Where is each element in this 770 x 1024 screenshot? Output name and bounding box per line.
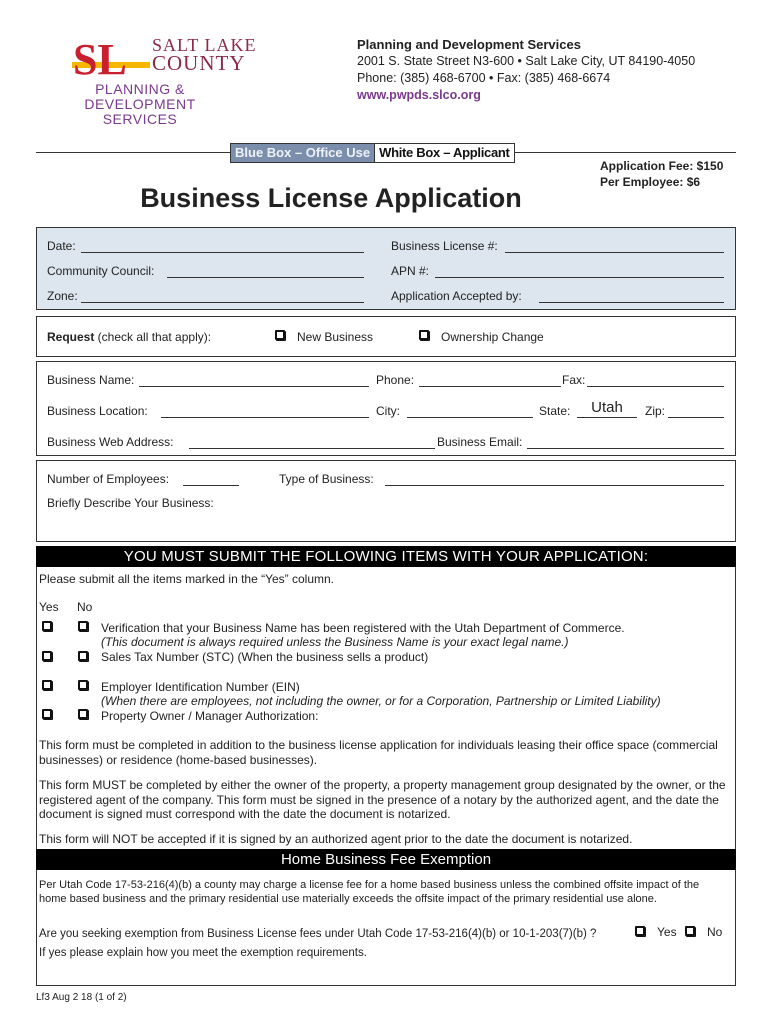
item1-note: (This document is always required unless the Business Name is your exact legal name.) bbox=[101, 635, 569, 649]
business-name-field[interactable] bbox=[139, 373, 369, 387]
accepted-by-label: Application Accepted by: bbox=[391, 289, 522, 303]
item3-text: Employer Identification Number (EIN) bbox=[101, 680, 300, 694]
department-website-link[interactable]: www.pwpds.slco.org bbox=[357, 88, 481, 102]
logo-name-line1: SALT LAKE bbox=[152, 35, 257, 55]
item2-no-checkbox[interactable] bbox=[78, 651, 88, 661]
exemption-yes-checkbox[interactable] bbox=[635, 926, 645, 936]
authorization-para1: This form must be completed in addition to the business license application for individuals leasing their office space (commercial businesses) or residence (home-based businesses). bbox=[39, 738, 718, 767]
business-license-label: Business License #: bbox=[391, 239, 498, 253]
apn-label: APN #: bbox=[391, 264, 430, 278]
zip-field[interactable] bbox=[668, 404, 724, 418]
business-location-field[interactable] bbox=[161, 404, 369, 418]
business-email-field[interactable] bbox=[527, 435, 724, 449]
blue-box-legend: Blue Box – Office Use bbox=[231, 144, 374, 162]
sl-monogram-icon bbox=[72, 34, 150, 82]
item1-text: Verification that your Business Name has been registered with the Utah Department of Commerce. bbox=[101, 621, 625, 635]
authorization-para2: This form MUST be completed by either the owner of the property, a property management group designated by the owner, or the registered agent of the company. This form must be signed in the presence of a notary by the authorized agent, and the date the document is signed must correspond with the date the document is notarized. bbox=[39, 778, 726, 821]
logo-sub-line2: DEVELOPMENT bbox=[84, 96, 196, 112]
request-label bbox=[47, 330, 211, 344]
business-type-field[interactable] bbox=[385, 472, 724, 486]
employees-field[interactable] bbox=[183, 472, 239, 486]
date-label: Date: bbox=[47, 239, 76, 253]
white-box-legend: White Box – Applicant bbox=[374, 144, 513, 162]
web-address-field[interactable] bbox=[189, 435, 435, 449]
sl-initials: SL bbox=[73, 35, 127, 82]
phone-label: Phone: bbox=[376, 373, 415, 387]
web-address-label: Business Web Address: bbox=[47, 435, 174, 449]
item4-no-checkbox[interactable] bbox=[78, 709, 88, 719]
department-contact bbox=[357, 36, 695, 104]
logo-sub-line1: PLANNING & bbox=[95, 81, 185, 97]
business-location-label: Business Location: bbox=[47, 404, 148, 418]
page-title: Business License Application bbox=[140, 183, 522, 213]
ownership-change-checkbox[interactable] bbox=[419, 330, 429, 340]
phone-field[interactable] bbox=[419, 373, 561, 387]
item2-yes-checkbox[interactable] bbox=[42, 651, 52, 661]
county-logo bbox=[72, 34, 272, 129]
employees-box bbox=[36, 460, 736, 542]
zone-label: Zone: bbox=[47, 289, 78, 303]
item4-text: Property Owner / Manager Authorization: bbox=[101, 709, 319, 723]
item1-no-checkbox[interactable] bbox=[78, 621, 88, 631]
describe-field[interactable] bbox=[47, 511, 724, 539]
exemption-no-label: No bbox=[707, 925, 723, 939]
department-name: Planning and Development Services bbox=[357, 37, 581, 52]
item1-yes-checkbox[interactable] bbox=[42, 621, 52, 631]
community-council-label: Community Council: bbox=[47, 264, 155, 278]
no-column-header: No bbox=[77, 600, 93, 614]
request-box bbox=[36, 316, 736, 357]
home-business-header: Home Business Fee Exemption bbox=[36, 849, 736, 870]
department-phone: Phone: (385) 468-6700 • Fax: (385) 468-6674 bbox=[357, 71, 611, 85]
box-legend bbox=[230, 143, 515, 163]
submit-intro: Please submit all the items marked in the “Yes” column. bbox=[39, 572, 335, 586]
business-type-label: Type of Business: bbox=[279, 472, 374, 486]
new-business-label: New Business bbox=[297, 330, 374, 344]
exemption-question: Are you seeking exemption from Business License fees under Utah Code 17-53-216(4)(b) or 10-1-203(7)(b) ? bbox=[39, 928, 597, 940]
logo-name-line2: COUNTY bbox=[152, 51, 246, 75]
ownership-change-label: Ownership Change bbox=[441, 330, 544, 344]
employees-label: Number of Employees: bbox=[47, 472, 170, 486]
zip-label: Zip: bbox=[645, 404, 666, 418]
submit-items-header: YOU MUST SUBMIT THE FOLLOWING ITEMS WITH YOUR APPLICATION: bbox=[36, 546, 736, 567]
state-label: State: bbox=[539, 404, 571, 418]
exemption-no-checkbox[interactable] bbox=[685, 926, 695, 936]
home-business-para: Per Utah Code 17-53-216(4)(b) a county may charge a license fee for a home based business unless the combined offsite impact of the home based business and the primary residential use materially exceeds the offsite impact of the primary residential use alone. bbox=[39, 879, 700, 905]
form-footer: Lf3 Aug 2 18 (1 of 2) bbox=[36, 992, 127, 1003]
home-business-box bbox=[36, 870, 736, 986]
apn-field[interactable] bbox=[435, 264, 724, 278]
state-field[interactable] bbox=[577, 399, 637, 418]
item3-no-checkbox[interactable] bbox=[78, 680, 88, 690]
submit-items-box bbox=[36, 567, 736, 849]
business-license-field[interactable] bbox=[505, 239, 724, 253]
item3-yes-checkbox[interactable] bbox=[42, 680, 52, 690]
city-label: City: bbox=[376, 404, 400, 418]
new-business-checkbox[interactable] bbox=[275, 330, 285, 340]
city-field[interactable] bbox=[407, 404, 533, 418]
item3-note: (When there are employees, not including the owner, or for a Corporation, Partnership or Limited Liability) bbox=[101, 694, 661, 708]
exemption-explain-label: If yes please explain how you meet the exemption requirements. bbox=[39, 947, 367, 959]
per-employee-fee: Per Employee: $6 bbox=[600, 175, 701, 189]
yes-column-header: Yes bbox=[39, 600, 59, 614]
business-email-label: Business Email: bbox=[437, 435, 523, 449]
item4-yes-checkbox[interactable] bbox=[42, 709, 52, 719]
business-name-label: Business Name: bbox=[47, 373, 135, 387]
request-label-bold: Request bbox=[47, 330, 95, 344]
business-info-box bbox=[36, 361, 736, 456]
zone-field[interactable] bbox=[81, 289, 364, 303]
accepted-by-field[interactable] bbox=[539, 289, 724, 303]
fax-field[interactable] bbox=[587, 373, 724, 387]
describe-label: Briefly Describe Your Business: bbox=[47, 496, 214, 510]
fax-label: Fax: bbox=[562, 373, 586, 387]
logo-sub-line3: SERVICES bbox=[102, 111, 178, 127]
item2-text: Sales Tax Number (STC) (When the business sells a product) bbox=[101, 650, 429, 664]
authorization-para3: This form will NOT be accepted if it is signed by an authorized agent prior to the date the document is notarized. bbox=[39, 832, 633, 846]
department-address: 2001 S. State Street N3-600 • Salt Lake City, UT 84190-4050 bbox=[357, 54, 696, 68]
community-council-field[interactable] bbox=[167, 264, 364, 278]
date-field[interactable] bbox=[81, 239, 364, 253]
state-value: Utah bbox=[591, 399, 623, 416]
request-label-rest: (check all that apply): bbox=[94, 330, 212, 344]
office-use-box bbox=[36, 227, 736, 310]
exemption-yes-label: Yes bbox=[657, 925, 677, 939]
exemption-explain-field[interactable] bbox=[39, 962, 729, 982]
application-fee: Application Fee: $150 bbox=[600, 159, 724, 173]
